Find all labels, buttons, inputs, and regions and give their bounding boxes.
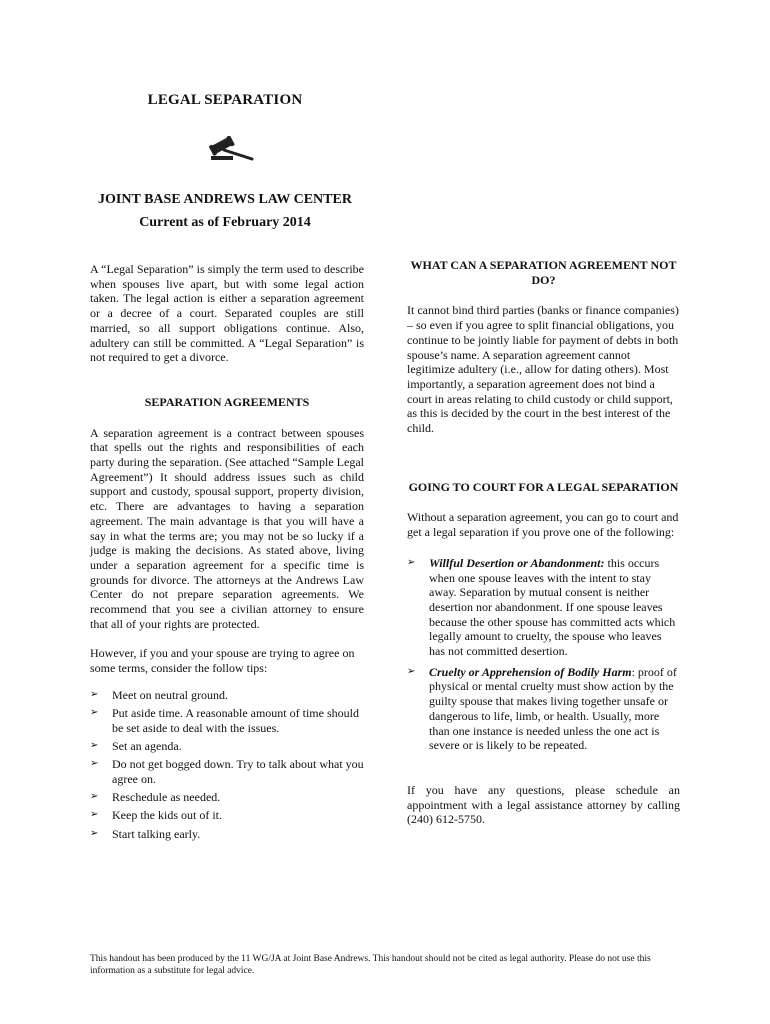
ground-title: Willful Desertion or Abandonment: [429,555,605,570]
grounds-list [407,556,680,753]
gavel-icon [208,136,256,162]
organization-name: JOINT BASE ANDREWS LAW CENTER [98,192,352,207]
list-item: ➢ Start talking early. [90,826,201,841]
separation-agreements-heading: SEPARATION AGREEMENTS [144,394,310,409]
current-date: Current as of February 2014 [139,215,311,230]
list-item: ➢ Meet on neutral ground. [90,687,228,702]
bullet-arrow-icon: ➢ [90,688,99,700]
footer-disclaimer: This handout has been produced by the 11 WG/JA at Joint Base Andrews. This handout should not be cited as legal authority. Please do not use this information as a substitute for legal advice. [90,954,651,976]
contact-paragraph: If you have any questions, please schedule an appointment with a legal assistance attorney by calling (240) 612-5750. [407,782,680,827]
list-item [407,665,680,753]
list-item [407,556,680,659]
list-item: ➢ Set an agenda. [90,738,182,753]
bullet-arrow-icon: ➢ [90,827,99,839]
bullet-arrow-icon: ➢ [90,809,99,821]
going-to-court-intro: Without a separation agreement, you can go to court and get a legal separation if you prove one of the following: [407,510,679,540]
bullet-arrow-icon: ➢ [90,707,99,719]
tips-list [90,688,364,841]
left-column [90,262,364,845]
intro-paragraph: A “Legal Separation” is simply the term used to describe when spouses live apart, but with some legal action taken. The legal action is either a separation agreement or a decree of a court. Separated couples are still married, so all support obligations continue. Also, adultery can still be committed. A “Legal Separation” is not required to get a divorce. [90,262,364,365]
bullet-arrow-icon: ➢ [407,665,416,677]
going-to-court-heading: GOING TO COURT FOR A LEGAL SEPARATION [408,479,679,494]
ground-text: : proof of physical or mental cruelty must show action by the guilty spouse that makes living together unsafe or dangerous to life, limb, or health. Usually, more than one instance is needed unless the one act is severe or is likely to be repeated. [429,664,677,753]
cannot-do-heading: WHAT CAN A SEPARATION AGREEMENT NOT DO? [410,258,677,287]
bullet-arrow-icon: ➢ [90,739,99,751]
ground-title: Cruelty or Apprehension of Bodily Harm [429,664,632,679]
cannot-do-paragraph: It cannot bind third parties (banks or finance companies) – so even if you agree to split financial obligations, you continue to be jointly liable for payment of debts in both spouse’s name. A separation agreement cannot legitimize adultery (i.e., allow for dating others). Most importantly, a separation agreement does not bind a court in areas relating to child custody or child support, as this is decided by the court in the best interest of the child. [407,303,679,436]
tips-intro: However, if you and your spouse are trying to agree on some terms, consider the follow tips: [90,646,355,676]
bullet-arrow-icon: ➢ [407,556,416,568]
list-item: ➢ Do not get bogged down. Try to talk about what you agree on. [90,757,364,786]
bullet-arrow-icon: ➢ [90,791,99,803]
separation-agreements-paragraph: A separation agreement is a contract between spouses that spells out the rights and responsibilities of each party during the separation. (See attached “Sample Legal Agreement”) It should address issues such as child support and custody, spousal support, property division, etc. There are advantages to having a separation agreement. The main advantage is that you will have a say in what the terms are; you may not be so lucky if a judge is making the decisions. As stated above, living under a separation agreement for a specific time is grounds for divorce. The attorneys at the Andrews Law Center do not prepare separation agreements. We recommend that you see a civilian attorney to ensure that all of your rights are protected. [90,425,364,631]
right-column [407,258,680,827]
ground-text: this occurs when one spouse leaves with the intent to stay away. Separation by mutual consent is neither desertion nor abandonment. If one spouse leaves because the other spouse has committed acts which legally amount to cruelty, the spouse who leaves has not committed desertion. [429,555,676,659]
bullet-arrow-icon: ➢ [90,758,99,770]
list-item: ➢ Reschedule as needed. [90,790,221,805]
list-item: ➢ Keep the kids out of it. [90,808,222,823]
page-title: LEGAL SEPARATION [147,92,303,108]
list-item: ➢ Put aside time. A reasonable amount of time should be set aside to deal with the issues. [90,706,359,735]
